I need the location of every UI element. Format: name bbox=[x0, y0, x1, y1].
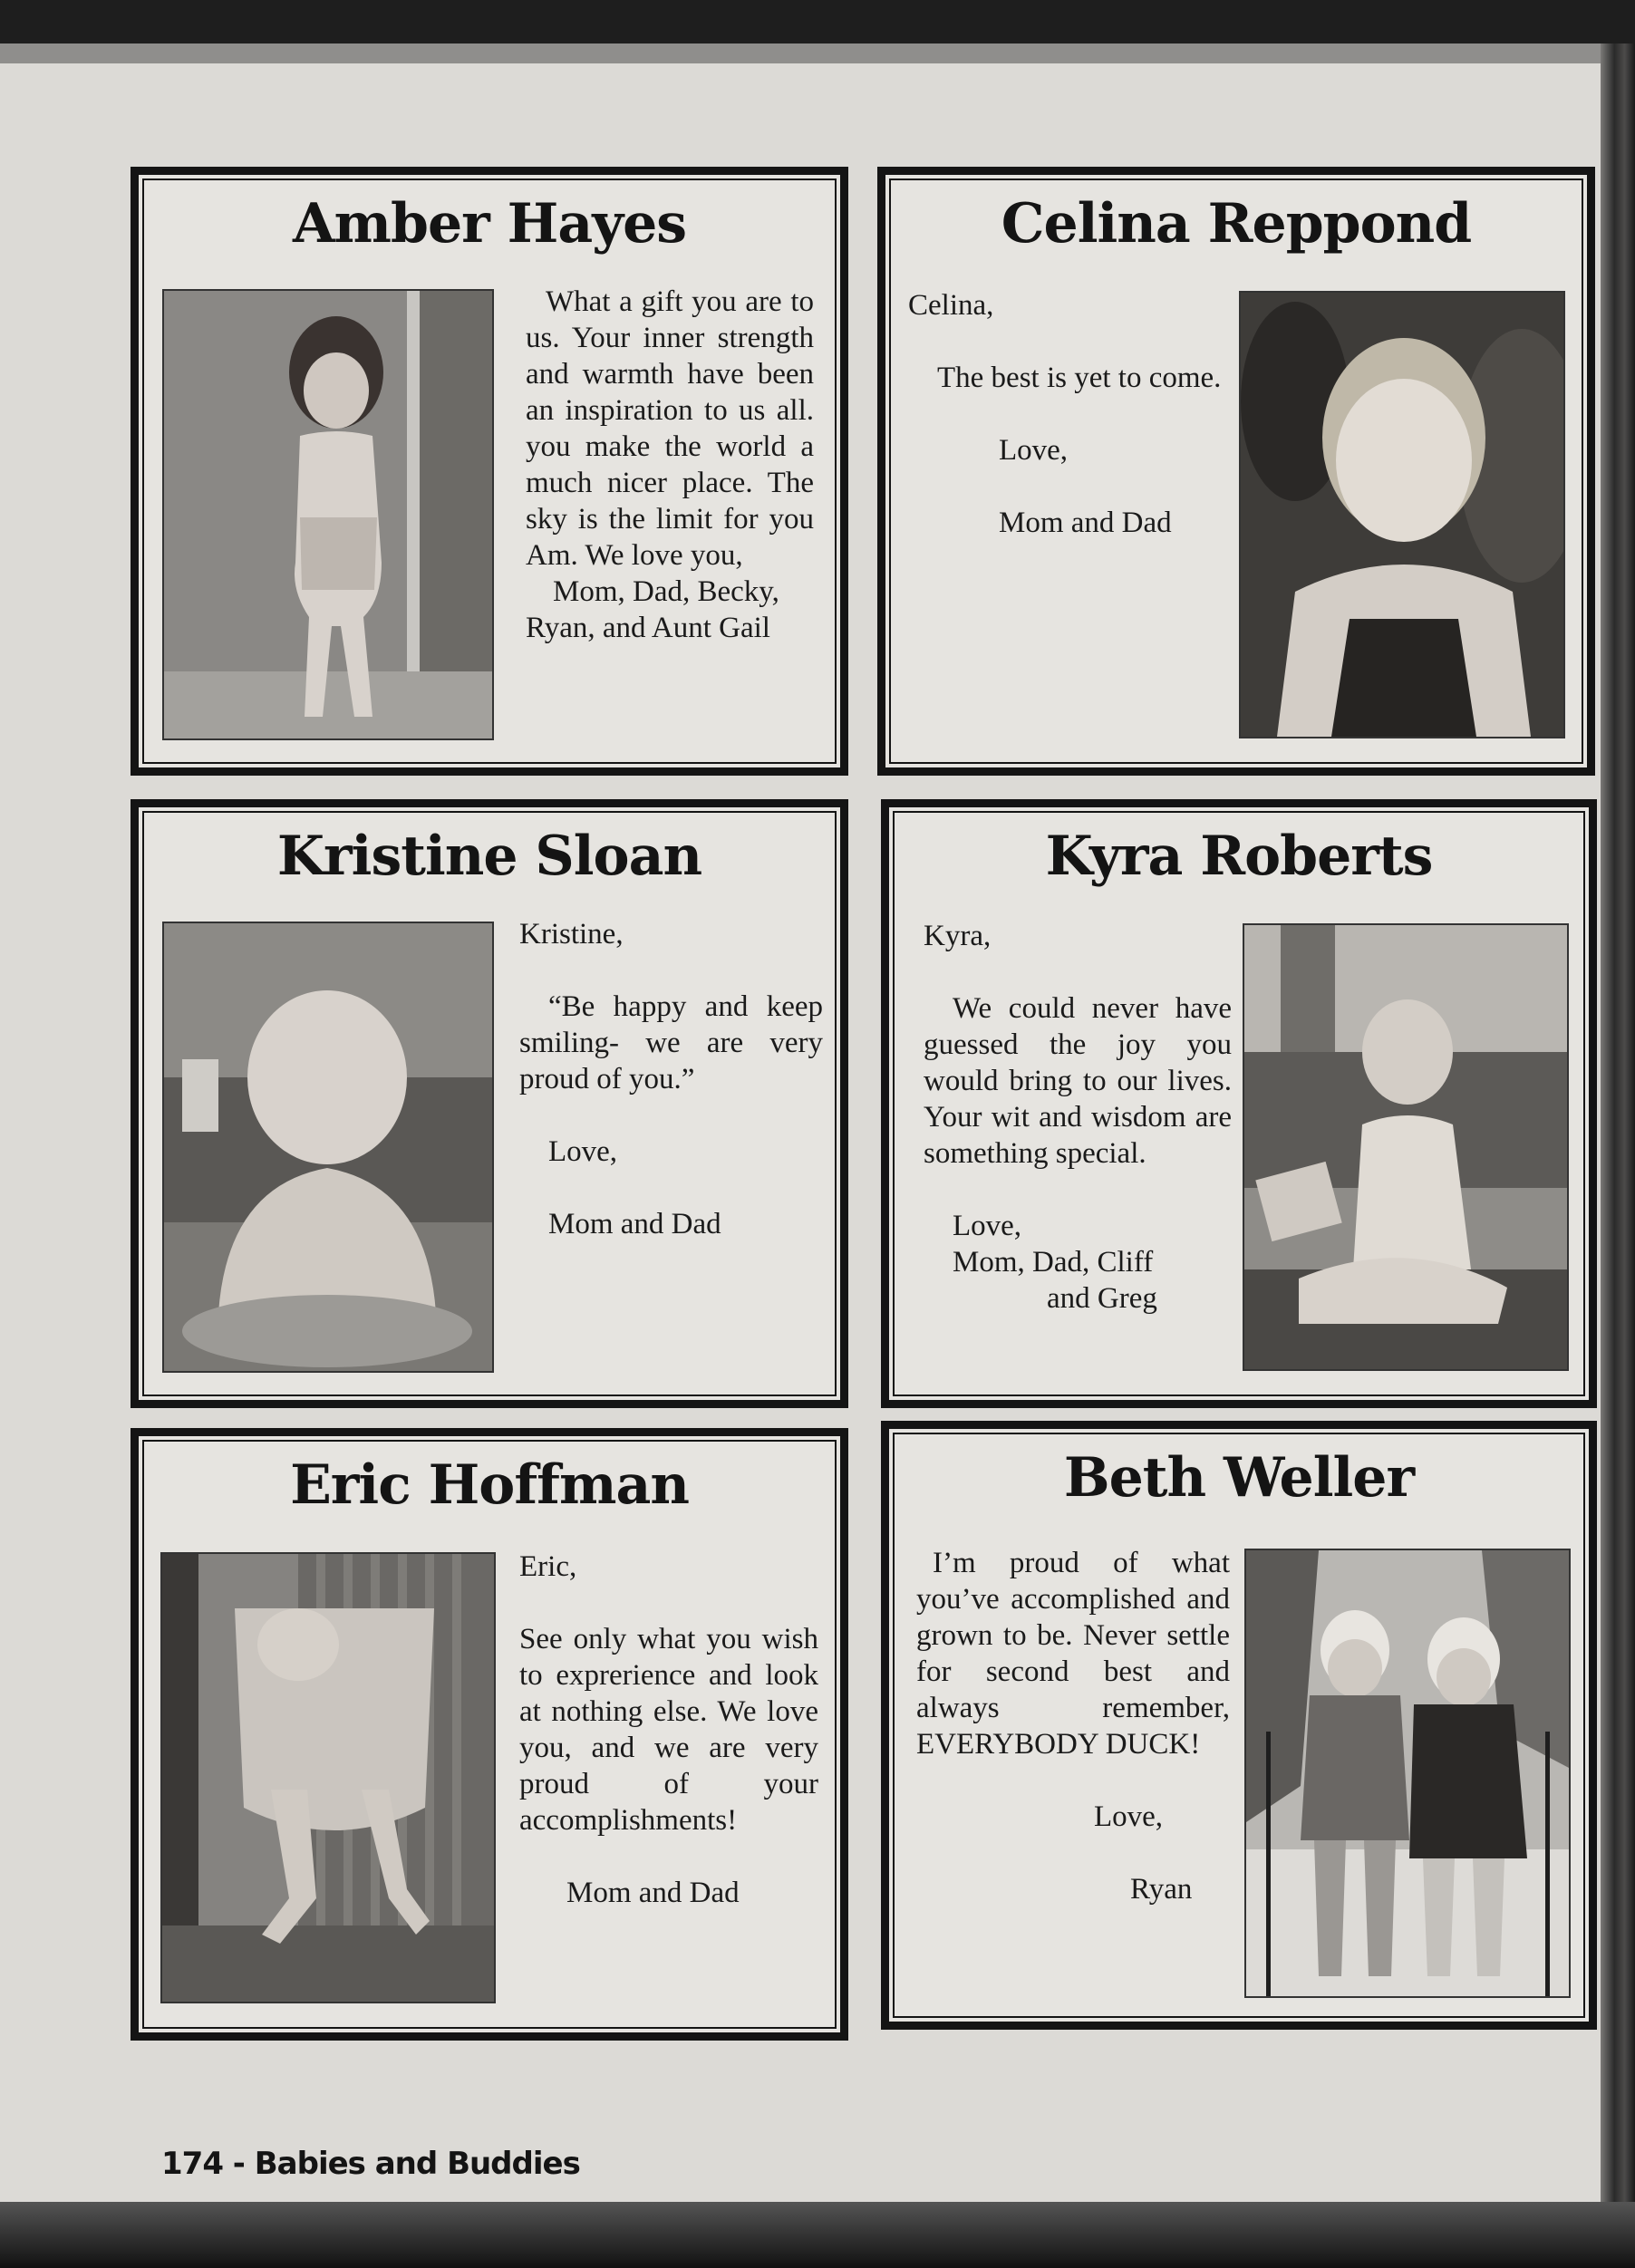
message-signature: Ryan bbox=[1130, 1873, 1193, 1906]
card-title: Eric Hoffman bbox=[290, 1453, 689, 1517]
card-message bbox=[519, 1549, 818, 1911]
photo-toddler bbox=[162, 289, 494, 740]
card-celina-reppond bbox=[877, 167, 1595, 776]
message-closing: Love, bbox=[999, 434, 1069, 467]
card-eric-hoffman bbox=[131, 1428, 848, 2041]
photo-baby-swing bbox=[160, 1552, 496, 2003]
card-message bbox=[924, 918, 1232, 1317]
message-text: We could never have guessed the joy you would bring to our lives. Your wit and wisdom are something special. bbox=[924, 992, 1232, 1170]
bottom-shadow bbox=[0, 2202, 1635, 2268]
message-closing: Love, bbox=[548, 1135, 618, 1168]
message-text: I’m proud of what you’ve accomplished and grown to be. Never settle for second best and always remember, EVERYBODY DUCK! bbox=[916, 1547, 1230, 1761]
message-greeting: Kyra, bbox=[924, 920, 992, 952]
message-text: “Be happy and keep smiling- we are very proud of you.” bbox=[519, 990, 823, 1095]
card-message bbox=[916, 1545, 1230, 1907]
card-message bbox=[908, 287, 1225, 541]
card-title: Amber Hayes bbox=[292, 192, 687, 256]
message-text: The best is yet to come. bbox=[937, 362, 1222, 394]
message-text: See only what you wish to exprerience and look at nothing else. We love you, and we are very proud of your accomplishments! bbox=[519, 1623, 818, 1837]
card-beth-weller bbox=[881, 1421, 1597, 2030]
message-signature-cont: and Greg bbox=[1047, 1282, 1157, 1315]
card-kyra-roberts bbox=[881, 799, 1597, 1408]
photo-toddler-couch bbox=[1243, 923, 1569, 1371]
card-kristine-sloan bbox=[131, 799, 848, 1408]
photo-baby-bath bbox=[162, 922, 494, 1373]
message-text: What a gift you are to us. Your inner strength and warmth have been an inspiration to us all. you make the world a much nicer place. The sky is the limit for you Am. We love you, bbox=[526, 285, 814, 572]
message-signature: Mom, Dad, Cliff bbox=[953, 1246, 1154, 1279]
message-signature: Mom and Dad bbox=[566, 1877, 740, 1909]
page-gutter-shadow bbox=[1601, 43, 1635, 2268]
photo-girl-portrait bbox=[1239, 291, 1565, 738]
photo-children-skiing bbox=[1244, 1549, 1571, 1998]
message-signature: Mom and Dad bbox=[999, 507, 1172, 539]
page-footer: 174 - Babies and Buddies bbox=[161, 2146, 580, 2182]
message-greeting: Kristine, bbox=[519, 918, 624, 951]
message-greeting: Eric, bbox=[519, 1550, 577, 1583]
card-message bbox=[519, 916, 823, 1242]
card-title: Kristine Sloan bbox=[276, 825, 702, 888]
card-message bbox=[526, 284, 814, 646]
card-amber-hayes bbox=[131, 167, 848, 776]
message-closing: Love, bbox=[953, 1210, 1022, 1242]
card-title: Beth Weller bbox=[1063, 1446, 1415, 1510]
message-signature: Mom, Dad, Becky, Ryan, and Aunt Gail bbox=[526, 575, 779, 644]
message-closing: Love, bbox=[1094, 1800, 1164, 1833]
message-greeting: Celina, bbox=[908, 289, 994, 322]
message-signature: Mom and Dad bbox=[548, 1208, 721, 1240]
card-title: Celina Reppond bbox=[1001, 192, 1472, 256]
card-title: Kyra Roberts bbox=[1045, 825, 1433, 888]
